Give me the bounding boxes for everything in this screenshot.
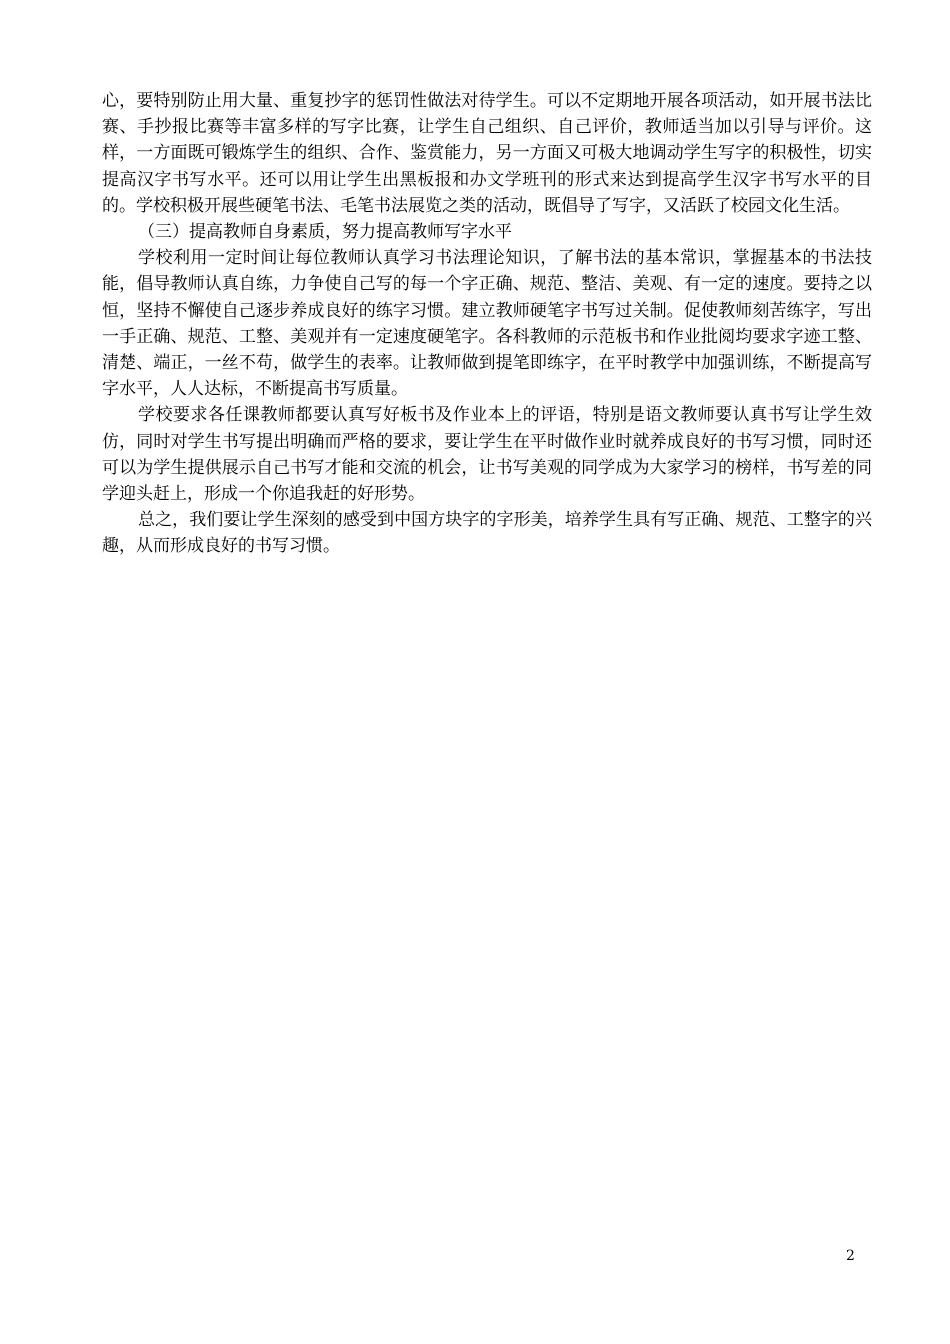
document-body bbox=[102, 88, 872, 560]
paragraph-teacher-training: 学校利用一定时间让每位教师认真学习书法理论知识，了解书法的基本常识，掌握基本的书法技能，倡导教师认真自练，力争使自己写的每一个字正确、规范、整洁、美观、有一定的速度。要持之以恒，坚持不懈使自己逐步养成良好的练字习惯。建立教师硬笔字书写过关制。促使教师刻苦练字，写出一手正确、规范、工整、美观并有一定速度硬笔字。各科教师的示范板书和作业批阅均要求字迹工整、清楚、端正，一丝不苟，做学生的表率。让教师做到提笔即练字，在平时教学中加强训练，不断提高写字水平，人人达标，不断提高书写质量。 bbox=[102, 248, 872, 400]
section-heading: （三）提高教师自身素质，努力提高教师写字水平 bbox=[138, 222, 512, 243]
paragraph-conclusion: 总之，我们要让学生深刻的感受到中国方块字的字形美，培养学生具有写正确、规范、工整字的兴趣，从而形成良好的书写习惯。 bbox=[102, 510, 872, 557]
page-number: 2 bbox=[846, 1248, 855, 1264]
paragraph-continuation: 心，要特别防止用大量、重复抄字的惩罚性做法对待学生。可以不定期地开展各项活动，如开展书法比赛、手抄报比赛等丰富多样的写字比赛，让学生自己组织、自己评价，教师适当加以引导与评价。这样，一方面既可锻炼学生的组织、合作、鉴赏能力，另一方面又可极大地调动学生写字的积极性，切实提高汉字书写水平。还可以用让学生出黑板报和办文学班刊的形式来达到提高学生汉字书写水平的目的。学校积极开展些硬笔书法、毛笔书法展览之类的活动，既倡导了写字，又活跃了校园文化生活。 bbox=[102, 91, 872, 216]
paragraph-blackboard-writing: 学校要求各任课教师都要认真写好板书及作业本上的评语，特别是语文教师要认真书写让学生效仿，同时对学生书写提出明确而严格的要求，要让学生在平时做作业时就养成良好的书写习惯，同时还可以为学生提供展示自己书写才能和交流的机会，让书写美观的同学成为大家学习的榜样，书写差的同学迎头赶上，形成一个你追我赶的好形势。 bbox=[102, 405, 872, 505]
